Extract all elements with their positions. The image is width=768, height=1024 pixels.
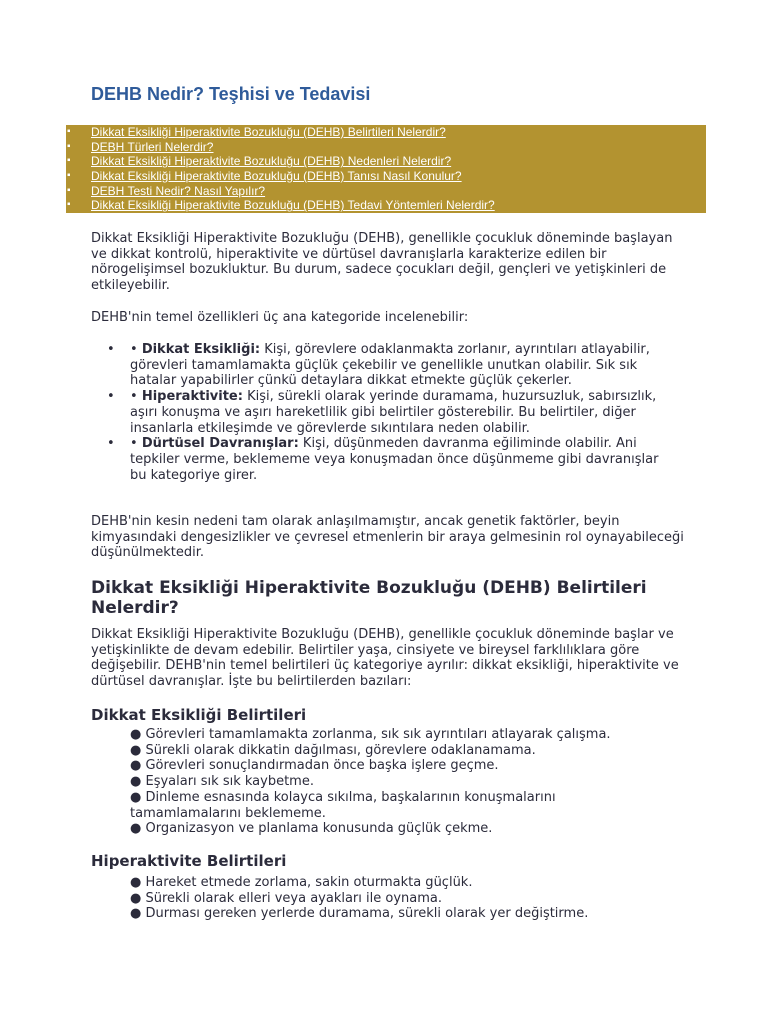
cause-paragraph: DEHB'nin kesin nedeni tam olarak anlaşılmamıştır, ancak genetik faktörler, beyin kimyasındaki dengesizlikler ve çevresel etmenlerin bir araya gelmesinin rol oynayabileceği düşünülmektedir. [91, 514, 684, 561]
category-item: • • Dürtüsel Davranışlar: Kişi, düşünmeden davranma eğiliminde olabilir. Ani tepkiler verme, beklememe veya konuşmadan önce düşünmeme gibi davranışlar bu kategoriye girer. [130, 436, 670, 483]
toc-link-causes[interactable]: Dikkat Eksikliği Hiperaktivite Bozukluğu (DEHB) Nedenleri Nelerdir? [91, 154, 452, 169]
toc-item [66, 198, 706, 213]
category-label: Dürtüsel Davranışlar: [141, 436, 299, 452]
toc-link-treatment[interactable]: Dikkat Eksikliği Hiperaktivite Bozukluğu (DEHB) Tedavi Yöntemleri Nelerdir? [91, 198, 495, 213]
list-item: ● Durması gereken yerlerde duramama, sürekli olarak yer değiştirme. [130, 906, 589, 922]
toc-item [66, 169, 706, 184]
toc-link-diagnosis[interactable]: Dikkat Eksikliği Hiperaktivite Bozukluğu (DEHB) Tanısı Nasıl Konulur? [91, 169, 462, 184]
category-item: • • Dikkat Eksikliği: Kişi, görevlere odaklanmakta zorlanır, ayrıntıları atlayabilir, görevleri tamamlamakta güçlük çekebilir ve genellikle unutkan olabilir. Sık sık hatalar yapabilirler çünkü detaylara dikkat etmekte güçlük çekerler. [130, 342, 670, 389]
list-item: ● Sürekli olarak elleri veya ayakları ile oynama. [130, 890, 442, 906]
toc-item [66, 184, 706, 199]
list-item: ● Eşyaları sık sık kaybetme. [130, 774, 314, 790]
list-item: ● Hareket etmede zorlama, sakin oturmakta güçlük. [130, 875, 473, 890]
page-title: DEHB Nedir? Teşhisi ve Tedavisi [91, 84, 371, 104]
list-item: ● Organizasyon ve planlama konusunda güçlük çekme. [130, 821, 493, 837]
category-item: • • Hiperaktivite: Kişi, sürekli olarak yerinde duramama, huzursuzluk, sabırsızlık, aşırı konuşma ve aşırı hareketlilik gibi belirtiler gösterebilir. Bu belirtiler, diğer insanlarla etkileşimde ve görevlerde sıkıntılara neden olabilir. [130, 389, 670, 436]
category-text: Kişi, sürekli olarak yerinde duramama, huzursuzluk, sabırsızlık, aşırı konuşma ve aşırı hareketlilik gibi belirtiler gösterebilir. Bu belirtiler, diğer insanlarla etkileşimde ve görevlerde sıkıntılara neden olabilir. [130, 389, 657, 436]
list-item: ● Görevleri tamamlamakta zorlanma, sık sık ayrıntıları atlayarak çalışma. [130, 727, 611, 742]
intro-paragraph: Dikkat Eksikliği Hiperaktivite Bozukluğu (DEHB), genellikle çocukluk döneminde başlayan ve dikkat kontrolü, hiperaktivite ve dürtüsel davranışlarla karakterize edilen bir nörogelişimsel bozukluktur. Bu durum, sadece çocukları değil, gençleri ve yetişkinleri de etkileyebilir. [91, 231, 673, 294]
category-label: Hiperaktivite: [141, 389, 243, 405]
list-item: ● Görevleri sonuçlandırmadan önce başka işlere geçme. [130, 758, 499, 774]
list-item: ● Sürekli olarak dikkatin dağılması, görevlere odaklanamama. [130, 742, 536, 758]
category-label: Dikkat Eksikliği: [141, 342, 261, 357]
toc-item [66, 140, 706, 155]
categories-intro: DEHB'nin temel özellikleri üç ana kategoride incelenebilir: [91, 310, 469, 325]
toc-item [66, 154, 706, 169]
toc-item [66, 125, 706, 140]
category-text: Kişi, görevlere odaklanmakta zorlanır, ayrıntıları atlayabilir, görevleri tamamlamakta güçlük çekebilir ve genellikle unutkan olabilir. Sık sık hatalar yapabilirler çünkü detaylara dikkat etmekte güçlük çekerler. [130, 342, 650, 389]
attention-heading: Dikkat Eksikliği Belirtileri [91, 706, 307, 724]
table-of-contents [66, 125, 706, 213]
categories-list [130, 342, 670, 483]
hyperactivity-heading: Hiperaktivite Belirtileri [91, 852, 287, 870]
list-item: ● Dinleme esnasında kolayca sıkılma, başkalarının konuşmalarını tamamlamalarını beklememe. [130, 789, 556, 821]
category-text: Kişi, düşünmeden davranma eğiliminde olabilir. Ani tepkiler verme, beklememe veya konuşmadan önce düşünmeme gibi davranışlar bu kategoriye girer. [130, 436, 659, 483]
attention-symptoms-list [130, 727, 650, 837]
toc-link-test[interactable]: DEBH Testi Nedir? Nasıl Yapılır? [91, 183, 266, 198]
section-heading: Dikkat Eksikliği Hiperaktivite Bozukluğu (DEHB) Belirtileri Nelerdir? [91, 578, 647, 618]
section-intro: Dikkat Eksikliği Hiperaktivite Bozukluğu (DEHB), genellikle çocukluk döneminde başlar ve yetişkinlikte de devam edebilir. Belirtiler yaşa, cinsiyete ve bireysel farklılıklara göre değişebilir. DEHB'nin temel belirtileri üç kategoriye ayrılır: dikkat eksikliği, hiperaktivite ve dürtüsel davranışlar. İşte bu belirtilerden bazıları: [91, 627, 679, 690]
hyperactivity-symptoms-list [130, 875, 650, 922]
toc-link-symptoms[interactable]: Dikkat Eksikliği Hiperaktivite Bozukluğu (DEHB) Belirtileri Nelerdir? [91, 125, 446, 139]
toc-link-types[interactable]: DEBH Türleri Nelerdir? [91, 139, 214, 154]
